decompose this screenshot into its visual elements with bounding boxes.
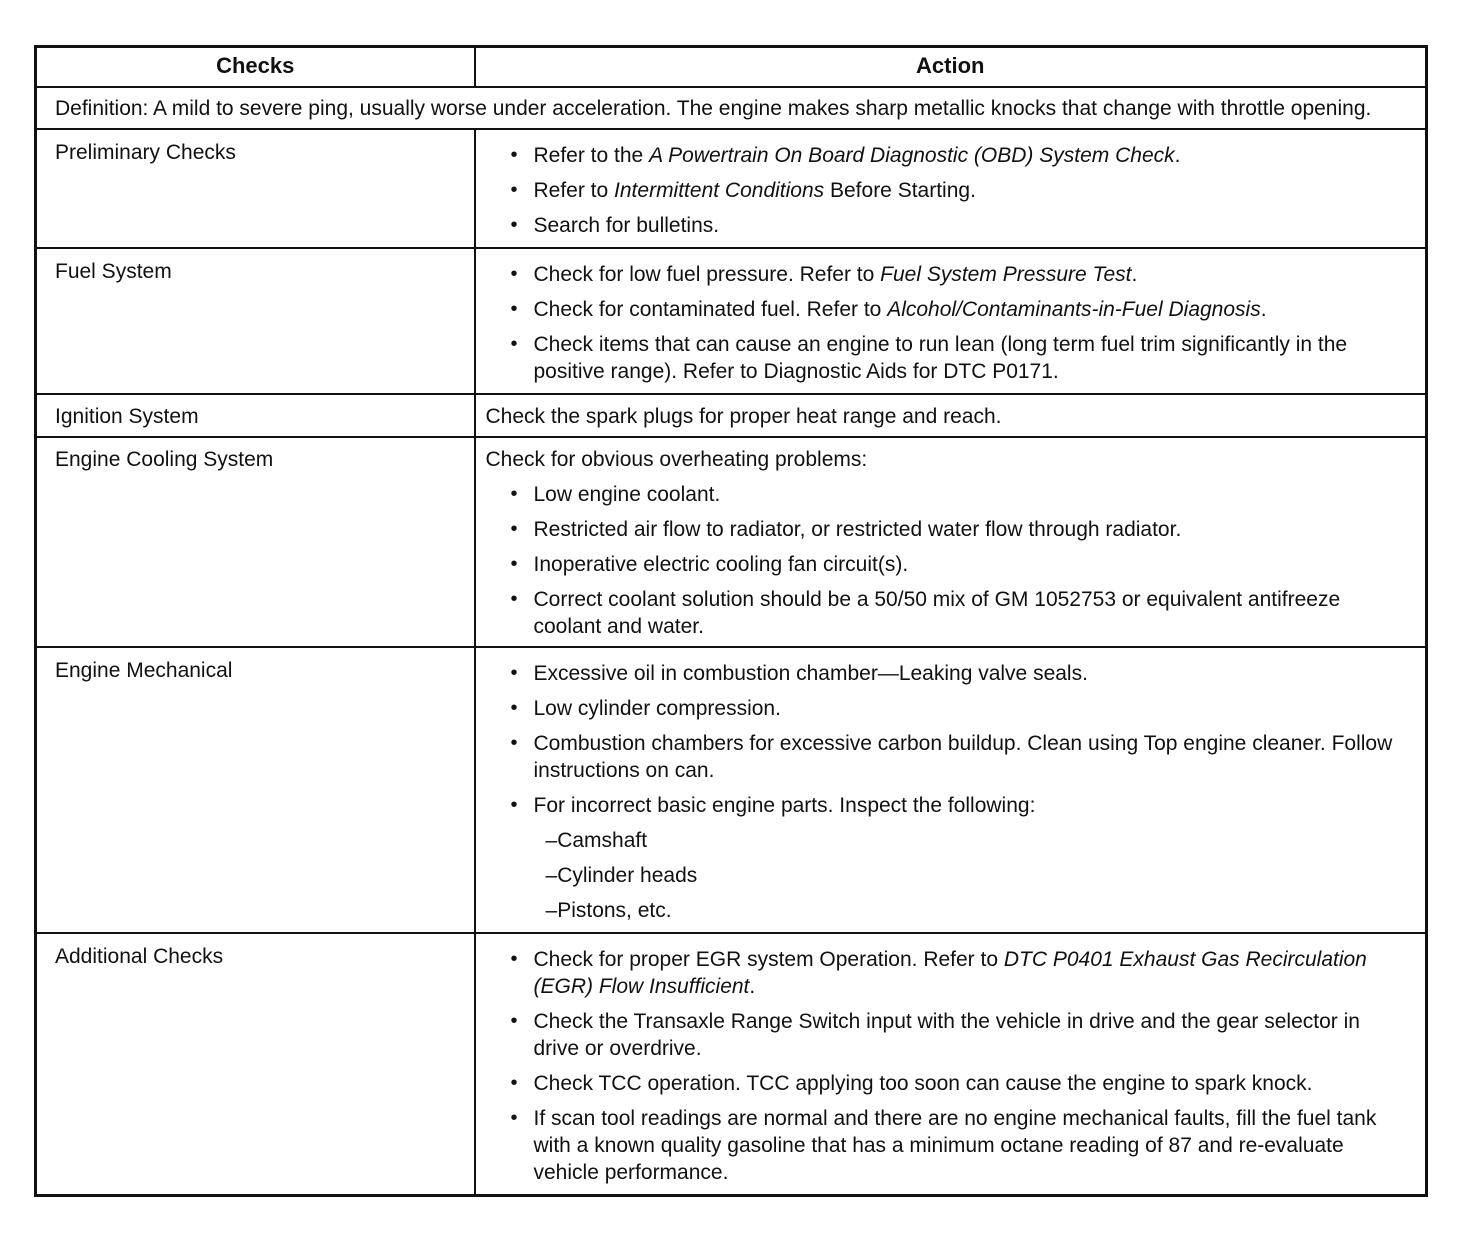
list-item: • Refer to Intermittent Conditions Before Starting.: [486, 177, 1408, 204]
action-cell-preliminary: [475, 129, 1427, 248]
diagnostic-table: [34, 45, 1428, 1197]
list-item: • Check items that can cause an engine to run lean (long term fuel trim significantly in the positive range). Refer to Diagnostic Aids for DTC P0171.: [486, 331, 1408, 385]
reference-link-text: DTC P0401 Exhaust Gas Recirculation (EGR) Flow Insufficient: [533, 948, 1367, 998]
list-item: • Low engine coolant.: [486, 481, 1408, 508]
list-item: • Search for bulletins.: [486, 212, 1408, 239]
action-cell-cooling: [475, 437, 1427, 647]
bullet-list: [486, 946, 1408, 1186]
check-label-preliminary: Preliminary Checks: [36, 129, 475, 248]
header-checks: Checks: [36, 47, 475, 88]
sub-list-item: – Cylinder heads: [534, 862, 1408, 889]
table-row: [36, 437, 1427, 647]
bullet-list: [486, 142, 1408, 239]
check-label-fuel: Fuel System: [36, 248, 475, 394]
check-label-ignition: Ignition System: [36, 394, 475, 437]
bullet-list: [486, 660, 1408, 924]
sub-list: [534, 827, 1408, 924]
list-item: • Check for contaminated fuel. Refer to Alcohol/Contaminants-in-Fuel Diagnosis.: [486, 296, 1408, 323]
action-cell-mechanical: [475, 647, 1427, 933]
action-cell-ignition: Check the spark plugs for proper heat range and reach.: [475, 394, 1427, 437]
header-row: [36, 47, 1427, 88]
list-item: • Check TCC operation. TCC applying too soon can cause the engine to spark knock.: [486, 1070, 1408, 1097]
list-item: • Restricted air flow to radiator, or restricted water flow through radiator.: [486, 516, 1408, 543]
reference-link-text: Intermittent Conditions: [614, 179, 825, 202]
table-row: [36, 933, 1427, 1196]
action-lead-text: Check for obvious overheating problems:: [485, 448, 868, 471]
list-item: • Correct coolant solution should be a 50/50 mix of GM 1052753 or equivalent antifreeze coolant and water.: [486, 586, 1408, 640]
check-label-mechanical: Engine Mechanical: [36, 647, 475, 933]
reference-link-text: A Powertrain On Board Diagnostic (OBD) System Check: [649, 144, 1175, 167]
list-item: • Check the Transaxle Range Switch input with the vehicle in drive and the gear selector in drive or overdrive.: [486, 1008, 1408, 1062]
check-label-cooling: Engine Cooling System: [36, 437, 475, 647]
check-label-additional: Additional Checks: [36, 933, 475, 1196]
list-item: • Excessive oil in combustion chamber—Leaking valve seals.: [486, 660, 1408, 687]
list-item: • Check for low fuel pressure. Refer to Fuel System Pressure Test.: [486, 261, 1408, 288]
list-item: • If scan tool readings are normal and there are no engine mechanical faults, fill the fuel tank with a known quality gasoline that has a minimum octane reading of 87 and re-evaluate vehicle performance.: [486, 1105, 1408, 1186]
bullet-list: [486, 261, 1408, 385]
table-row: [36, 248, 1427, 394]
list-item: • Combustion chambers for excessive carbon buildup. Clean using Top engine cleaner. Follow instructions on can.: [486, 730, 1408, 784]
action-cell-fuel: [475, 248, 1427, 394]
table-row: [36, 129, 1427, 248]
list-item: • Check for proper EGR system Operation. Refer to DTC P0401 Exhaust Gas Recirculation (EGR) Flow Insufficient.: [486, 946, 1408, 1000]
list-item: • Low cylinder compression.: [486, 695, 1408, 722]
reference-link-text: Alcohol/Contaminants-in-Fuel Diagnosis: [887, 298, 1261, 321]
sub-list-item: – Pistons, etc.: [534, 897, 1408, 924]
definition-text: Definition: A mild to severe ping, usually worse under acceleration. The engine makes sharp metallic knocks that change with throttle opening.: [36, 87, 1427, 129]
table-row: [36, 647, 1427, 933]
definition-row: [36, 87, 1427, 129]
reference-link-text: Fuel System Pressure Test: [880, 263, 1132, 286]
list-item: • Inoperative electric cooling fan circuit(s).: [486, 551, 1408, 578]
header-action: Action: [475, 47, 1427, 88]
sub-list-item: – Camshaft: [534, 827, 1408, 854]
table-row: [36, 394, 1427, 437]
list-item: • Refer to the A Powertrain On Board Diagnostic (OBD) System Check.: [486, 142, 1408, 169]
list-item: • For incorrect basic engine parts. Inspect the following: – Camshaft – Cylinder heads – Pistons, etc.: [486, 792, 1408, 924]
action-cell-additional: [475, 933, 1427, 1196]
bullet-list: [486, 481, 1408, 640]
